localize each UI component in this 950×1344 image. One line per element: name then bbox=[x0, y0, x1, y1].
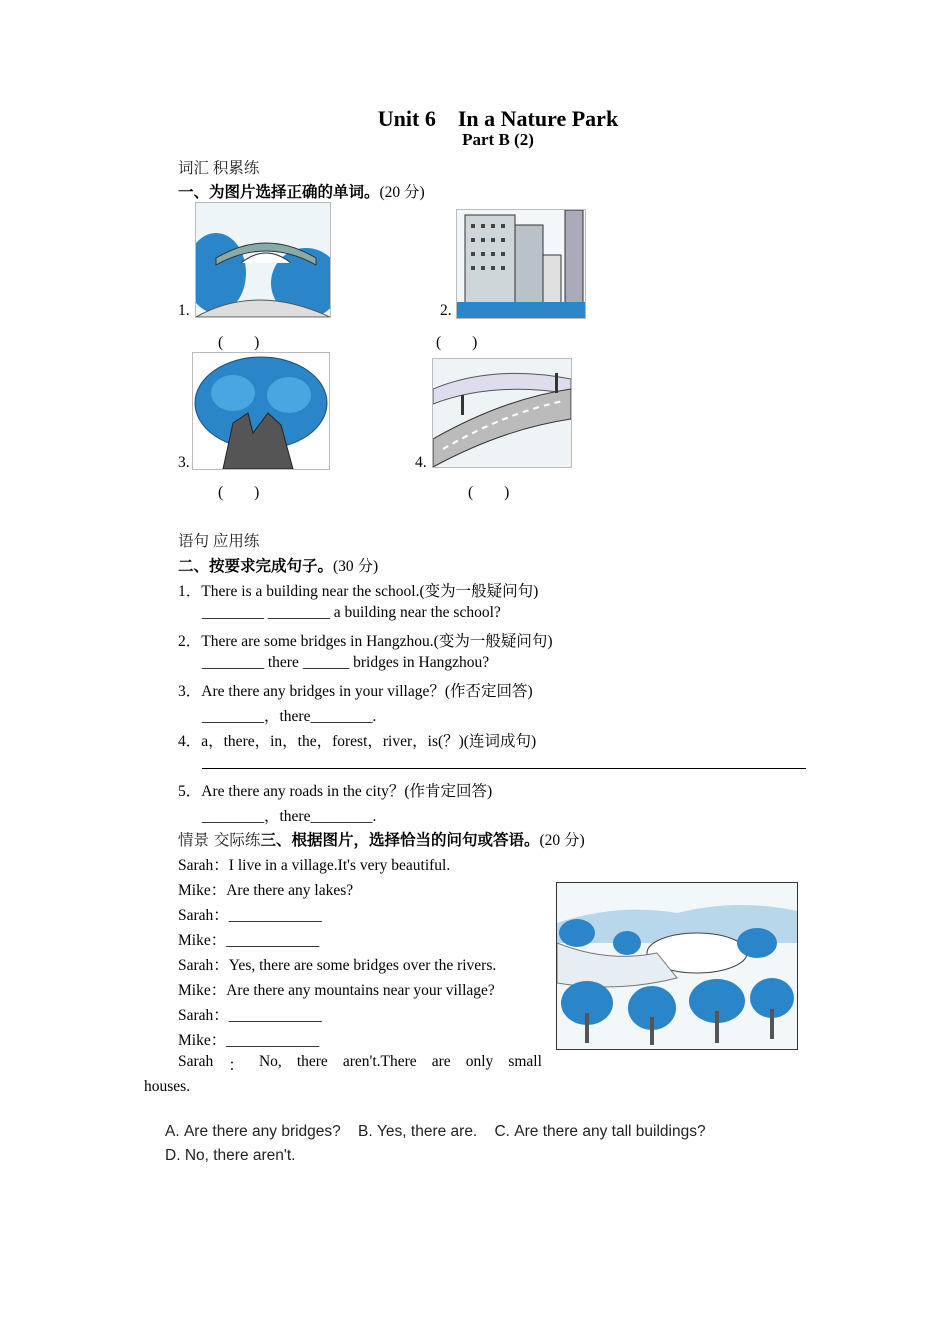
answer-4-line[interactable] bbox=[202, 768, 806, 769]
tree-picture-icon bbox=[192, 352, 330, 470]
dialogue-line-7[interactable]: Sarah：____________ bbox=[178, 1007, 322, 1024]
item4-blank[interactable]: ( ) bbox=[468, 484, 510, 501]
answer-2[interactable]: ________ there ______ bridges in Hangzhou? bbox=[202, 654, 490, 671]
item1-blank[interactable]: ( ) bbox=[218, 334, 260, 351]
dialogue-line-8[interactable]: Mike：____________ bbox=[178, 1032, 320, 1049]
village-scene-picture-icon bbox=[556, 882, 798, 1050]
answer-3[interactable]: ________，there________. bbox=[202, 708, 377, 725]
dialogue-line-9: Sarah ： No, there aren't.There are only small bbox=[178, 1053, 542, 1074]
section3-heading: 情景 交际练三、根据图片，选择恰当的问句或答语。(20 分) bbox=[178, 831, 585, 849]
question-5: 5．Are there any roads in the city？(作肯定回答) bbox=[178, 783, 493, 800]
dialogue-line-1: Sarah：I live in a village.It's very beautiful. bbox=[178, 857, 451, 874]
item1-number: 1. bbox=[178, 302, 190, 319]
buildings-picture-icon bbox=[456, 209, 586, 319]
bridge-picture-icon bbox=[195, 202, 331, 318]
question-2: 2．There are some bridges in Hangzhou.(变为一般疑问句) bbox=[178, 633, 553, 650]
item4-number: 4. bbox=[415, 454, 427, 471]
dialogue-line-5: Sarah：Yes, there are some bridges over the rivers. bbox=[178, 957, 497, 974]
item2-number: 2. bbox=[440, 302, 452, 319]
answer-1[interactable]: ________ ________ a building near the school? bbox=[202, 604, 501, 621]
page-subtitle: Part B (2) bbox=[462, 130, 534, 149]
section2-heading: 二、按要求完成句子。(30 分) bbox=[178, 557, 379, 575]
road-picture-icon bbox=[432, 358, 572, 468]
item3-number: 3. bbox=[178, 454, 190, 471]
section1-category: 词汇 积累练 bbox=[178, 160, 260, 177]
section1-heading: 一、为图片选择正确的单词。(20 分) bbox=[178, 183, 425, 201]
page-title: Unit 6 In a Nature Park bbox=[377, 106, 619, 131]
section2-category: 语句 应用练 bbox=[178, 533, 260, 550]
options-row-1: A. Are there any bridges? B. Yes, there are. C. Are there any tall buildings? bbox=[165, 1123, 706, 1140]
dialogue-line-3[interactable]: Sarah：____________ bbox=[178, 907, 322, 924]
options-row-2: D. No, there aren't. bbox=[165, 1147, 296, 1164]
item3-blank[interactable]: ( ) bbox=[218, 484, 260, 501]
dialogue-line-4[interactable]: Mike：____________ bbox=[178, 932, 320, 949]
dialogue-line-6: Mike：Are there any mountains near your village? bbox=[178, 982, 495, 999]
dialogue-line-10: houses. bbox=[144, 1078, 191, 1095]
question-1: 1．There is a building near the school.(变为一般疑问句) bbox=[178, 583, 539, 600]
answer-5[interactable]: ________，there________. bbox=[202, 808, 377, 825]
question-4: 4．a，there，in，the，forest，river，is(？)(连词成句) bbox=[178, 733, 537, 750]
question-3: 3．Are there any bridges in your village？(作否定回答) bbox=[178, 683, 533, 700]
item2-blank[interactable]: ( ) bbox=[436, 334, 478, 351]
dialogue-line-2: Mike：Are there any lakes? bbox=[178, 882, 354, 899]
